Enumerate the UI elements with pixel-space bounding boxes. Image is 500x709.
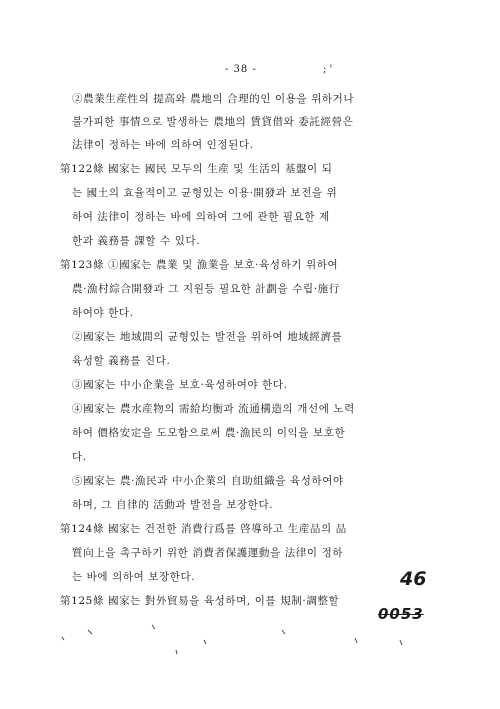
text-line: 하며, 그 自律的 活動과 발전을 보장한다. <box>72 499 274 511</box>
stamp-number: 0053 <box>378 605 424 623</box>
text-line: ②國家는 地域間의 균형있는 발전을 위하여 地域經濟를 <box>72 331 343 343</box>
page-number: - 38 - <box>225 64 257 75</box>
text-line: 불가피한 事情으로 발생하는 農地의 賃貸借와 委託經營은 <box>72 116 354 128</box>
text-line: 第123條 ①國家는 農業 및 漁業을 보호·육성하기 위하여 <box>60 259 339 271</box>
text-line: 하여 價格安定을 도모함으로써 農·漁民의 이익을 보호한 <box>72 427 346 439</box>
text-line: 는 國土의 효율적이고 균형있는 이용·開發과 보전을 위 <box>72 187 338 199</box>
text-line: 質向上을 촉구하기 위한 消費者保護運動을 法律이 정하 <box>72 547 344 559</box>
margin-number: 46 <box>400 568 427 590</box>
text-line: ②農業生産性의 提高와 農地의 合理的인 이용을 위하거나 <box>72 93 355 105</box>
text-line: 法律이 정하는 바에 의하여 인정된다. <box>72 139 254 151</box>
text-line: 한과 義務를 課할 수 있다. <box>72 235 201 247</box>
text-line: 第124條 國家는 건전한 消費行爲를 啓導하고 生産品의 品 <box>60 523 347 535</box>
text-line: ③國家는 中小企業을 보호·육성하여야 한다. <box>72 379 288 391</box>
text-line: 第122條 國家는 國民 모두의 生産 및 生活의 基盤이 되 <box>60 163 333 175</box>
text-line: 第125條 國家는 對外貿易을 육성하며, 이를 規制·調整할 <box>60 595 340 607</box>
text-line: 하여야 한다. <box>72 307 134 319</box>
text-line: 農·漁村綜合開發과 그 지원등 필요한 計劃을 수립·施行 <box>72 283 340 295</box>
text-line: 하여 法律이 정하는 바에 의하여 그에 관한 필요한 제 <box>72 211 330 223</box>
corner-marks: ; ' <box>323 64 333 75</box>
text-line: ④國家는 農水産物의 需給均衡과 流通構造의 개선에 노력 <box>72 403 355 415</box>
text-line: ⑤國家는 農·漁民과 中小企業의 自助組織을 육성하여야 <box>72 475 344 487</box>
text-line: 는 바에 의하여 보장한다. <box>72 571 196 583</box>
text-line: 육성할 義務를 진다. <box>72 355 171 367</box>
text-line: 다. <box>72 451 87 463</box>
